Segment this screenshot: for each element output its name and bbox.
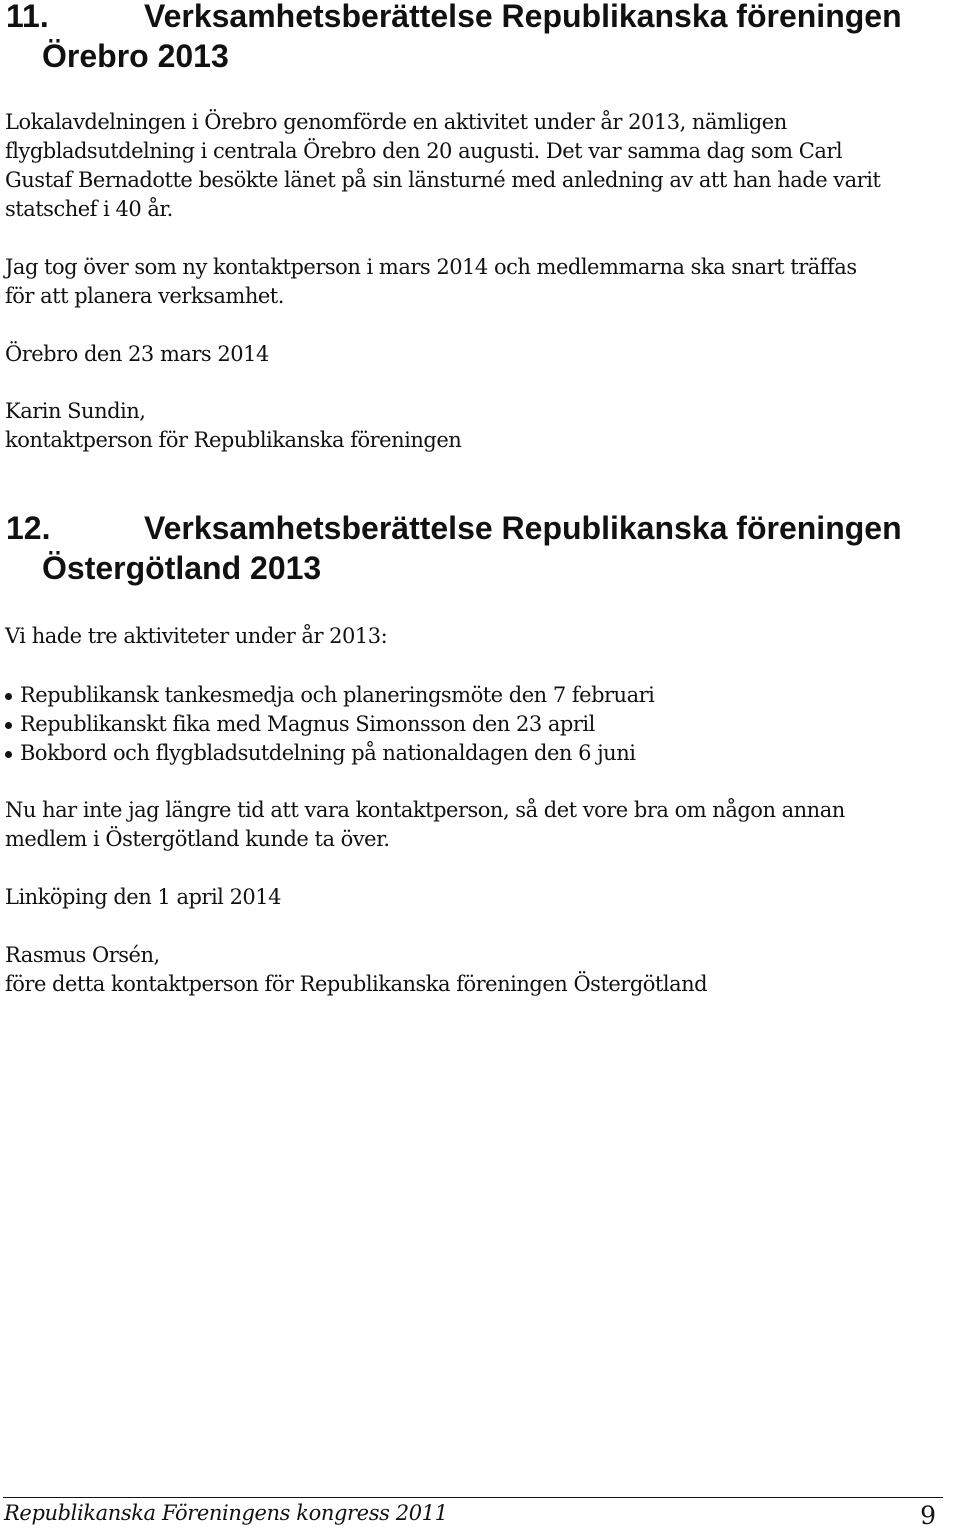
list-item-text: Bokbord och flygbladsutdelning på nationaldagen den 6 juni (20, 741, 636, 765)
section-11-title-line2: Örebro 2013 (42, 38, 229, 74)
section-11-heading (6, 0, 956, 76)
section-12-title-line1: Verksamhetsberättelse Republikanska föreningen (144, 510, 902, 546)
list-item-text: Republikanskt fika med Magnus Simonsson den 23 april (20, 712, 595, 736)
section-11-title-line1: Verksamhetsberättelse Republikanska föreningen (144, 0, 902, 34)
paragraph-line: medlem i Östergötland kunde ta över. (5, 827, 390, 851)
paragraph-line: för att planera verksamhet. (5, 284, 284, 308)
section-11-signature (5, 397, 955, 455)
list-item-text: Republikansk tankesmedja och planeringsmöte den 7 februari (20, 683, 655, 707)
place-date-text: Örebro den 23 mars 2014 (5, 342, 269, 366)
section-12-heading (6, 508, 956, 588)
paragraph-line: Lokalavdelningen i Örebro genomförde en aktivitet under år 2013, nämligen (5, 110, 787, 134)
signature-name: Rasmus Orsén, (5, 943, 160, 967)
section-12-number: 12. (6, 510, 51, 546)
list-item (5, 739, 955, 768)
signature-name: Karin Sundin, (5, 399, 146, 423)
list-item (5, 681, 955, 710)
section-12-intro (5, 622, 955, 651)
signature-role: kontaktperson för Republikanska föreningen (5, 428, 462, 452)
footer-divider (3, 1497, 943, 1498)
paragraph-line: Nu har inte jag längre tid att vara kontaktperson, så det vore bra om någon annan (5, 798, 845, 822)
footer-title: Republikanska Föreningens kongress 2011 (4, 1501, 448, 1525)
section-12-title-line2: Östergötland 2013 (42, 550, 322, 586)
paragraph-line: flygbladsutdelning i centrala Örebro den 20 augusti. Det var samma dag som Carl (5, 139, 843, 163)
section-11-place-date (5, 340, 955, 369)
section-12-place-date (5, 883, 955, 912)
paragraph-line: statschef i 40 år. (5, 197, 173, 221)
bullet-icon (5, 751, 12, 758)
section-12-signature (5, 941, 955, 999)
activity-list (5, 681, 955, 768)
signature-role: före detta kontaktperson för Republikanska föreningen Östergötland (5, 972, 708, 996)
paragraph-line: Jag tog över som ny kontaktperson i mars 2014 och medlemmarna ska snart träffas (5, 255, 857, 279)
section-11-paragraph-1 (5, 108, 955, 224)
bullet-icon (5, 693, 12, 700)
section-11-number: 11. (6, 0, 49, 34)
place-date-text: Linköping den 1 april 2014 (5, 885, 282, 909)
bullet-icon (5, 722, 12, 729)
paragraph-line: Gustaf Bernadotte besökte länet på sin länsturné med anledning av att han hade varit (5, 168, 881, 192)
page-number: 9 (920, 1501, 936, 1530)
list-item (5, 710, 955, 739)
section-12-paragraph (5, 796, 955, 854)
intro-text: Vi hade tre aktiviteter under år 2013: (5, 624, 388, 648)
section-11-paragraph-2 (5, 253, 955, 311)
